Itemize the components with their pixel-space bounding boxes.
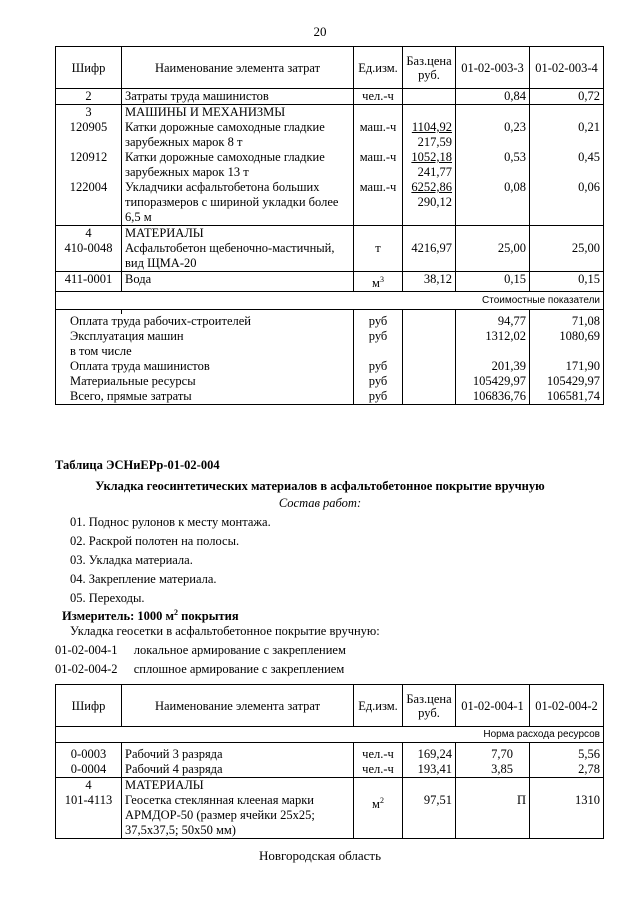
variant-code: 01-02-004-1 — [55, 643, 118, 657]
header-unit: Ед.изм. — [354, 685, 403, 727]
table-row: 120905 Катки дорожные самоходные гладкие зарубежных марок 8 т маш.-ч 1104,92 217,59 0,23 0,21 — [56, 120, 604, 150]
table-row: 122004 Укладчики асфальтобетона больших типоразмеров с шириной укладки более 6,5 м маш.-ч 6252,86 290,12 0,08 0,06 — [56, 180, 604, 226]
work-step: 05. Переходы. — [70, 591, 145, 605]
resource-table-1 — [55, 46, 604, 405]
intro-text: Укладка геосетки в асфальтобетонное покрытие вручную: — [70, 624, 380, 638]
meter-label: Измеритель: 1000 $м^2$ покрытия — [62, 608, 239, 624]
variant-line — [55, 643, 346, 658]
header-base-price: Баз.цена руб. — [403, 47, 456, 89]
table-row: 4 МАТЕРИАЛЫ — [56, 777, 604, 793]
table-row: 3 МАШИНЫ И МЕХАНИЗМЫ — [56, 105, 604, 121]
table-row: 410-0048 Асфальтобетон щебеночно-мастичный, вид ЩМА-20 т 4216,97 25,00 25,00 — [56, 241, 604, 272]
variant-code: 01-02-004-2 — [55, 662, 118, 676]
table-row: Эксплуатация машин руб 1312,02 1080,69 — [56, 329, 604, 344]
norm-label: Норма расхода ресурсов — [56, 727, 604, 743]
composition-heading: Состав работ: — [278, 496, 362, 510]
table-row: 120912 Катки дорожные самоходные гладкие зарубежных марок 13 т маш.-ч 1052,18 241,77 0,53 0,45 — [56, 150, 604, 180]
resource-table-2 — [55, 684, 604, 839]
header-col-003-3: 01-02-003-3 — [456, 47, 530, 89]
header-base-price: Баз.цена руб. — [403, 685, 456, 727]
table-row: Материальные ресурсы руб 105429,97 105429,97 — [56, 374, 604, 389]
table-row: 2 Затраты труда машинистов чел.-ч 0,84 0,72 — [56, 89, 604, 105]
work-step: 03. Укладка материала. — [70, 553, 193, 567]
table-row: 101-4113 Геосетка стеклянная клееная марки АРМДОР-50 (размер ячейки 25х25; 37,5х37,5; 50х50 мм) $м^2$ 97,51 П 1310 — [56, 793, 604, 839]
header-col-004-1: 01-02-004-1 — [456, 685, 530, 727]
table-row: в том числе — [56, 344, 604, 359]
section-title: Укладка геосинтетических материалов в асфальтобетонное покрытие вручную — [95, 479, 545, 493]
work-step: 02. Раскрой полотен на полосы. — [70, 534, 240, 548]
header-name: Наименование элемента затрат — [122, 685, 354, 727]
header-name: Наименование элемента затрат — [122, 47, 354, 89]
header-code: Шифр — [56, 47, 122, 89]
table-row: Оплата труда машинистов руб 201,39 171,90 — [56, 359, 604, 374]
table-row: 0-0004 Рабочий 4 разряда чел.-ч 193,41 3,85 2,78 — [56, 762, 604, 778]
variant-text: локальное армирование с закреплением — [133, 643, 346, 657]
header-col-004-2: 01-02-004-2 — [530, 685, 604, 727]
variant-text: сплошное армирование с закреплением — [133, 662, 345, 676]
header-unit: Ед.изм. — [354, 47, 403, 89]
footer-region: Новгородская область — [258, 848, 382, 863]
work-step: 01. Поднос рулонов к месту монтажа. — [70, 515, 271, 529]
variant-line — [55, 662, 344, 677]
header-code: Шифр — [56, 685, 122, 727]
table-code: Таблица ЭСНиЕРр-01-02-004 — [55, 458, 220, 472]
table-row: 0-0003 Рабочий 3 разряда чел.-ч 169,24 7,70 5,56 — [56, 747, 604, 762]
cost-indicators-label-row — [56, 292, 604, 310]
table-row: 4 МАТЕРИАЛЫ — [56, 226, 604, 242]
page-number: 20 — [313, 24, 327, 39]
work-step: 04. Закрепление материала. — [70, 572, 217, 586]
table-row: Оплата труда рабочих-строителей руб 94,77 71,08 — [56, 314, 604, 329]
table-row: 411-0001 Вода $м^3$ 38,12 0,15 0,15 — [56, 272, 604, 292]
norm-label-row — [56, 727, 604, 743]
cost-indicators-label: Стоимостные показатели — [56, 292, 604, 310]
table-row: Всего, прямые затраты руб 106836,76 106581,74 — [56, 389, 604, 405]
header-col-003-4: 01-02-003-4 — [530, 47, 604, 89]
